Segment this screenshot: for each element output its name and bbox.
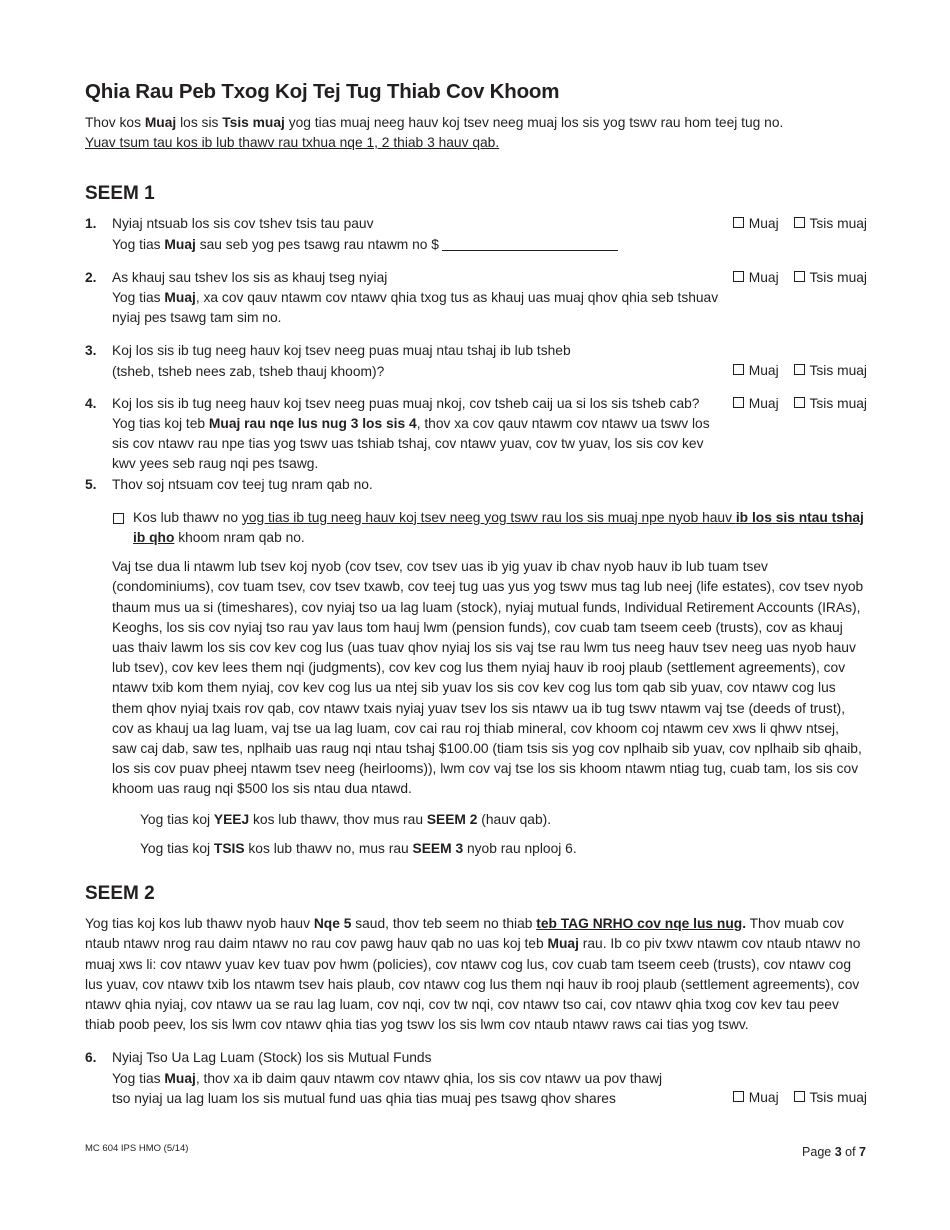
yes-no-options (733, 361, 867, 381)
question-number: 3. (85, 343, 97, 359)
intro-instructions (85, 113, 867, 133)
question-line: tso nyiaj ua lag luam los sis mutual fund uas qhia tias muaj pes tsawg qhov shares (112, 1090, 616, 1106)
checkbox[interactable] (733, 397, 744, 408)
question-line: Nyiaj Tso Ua Lag Luam (Stock) los sis Mutual Funds (112, 1050, 432, 1066)
checkbox[interactable] (733, 271, 744, 282)
option-label: Muaj (748, 1090, 779, 1106)
text: Yog tias (112, 236, 165, 252)
text-bold-underlined: ib los sis ntau tshaj ib qho (133, 509, 864, 546)
intro-text: los sis (176, 115, 223, 130)
question-5 (85, 475, 867, 495)
text-bold: Nqe 5 (313, 916, 352, 932)
question-number: 6. (85, 1050, 97, 1066)
option-label: Tsis muaj (809, 216, 867, 232)
checkbox[interactable] (794, 364, 805, 375)
question-number: 2. (85, 269, 97, 285)
intro-text-bold: Tsis muaj (222, 115, 285, 130)
asset-list-paragraph: Vaj tse dua li ntawm lub tsev koj nyob (cov tsev, cov tsev uas ib yig yuav ib chav nyob hauv ib lub tuam tsev (condominiums), cov tuam tsev, cov tsev txawb, cov teej tug uas yus yog tswv mus tag lub neej (life estates), cov tsev nyob thaum mus ua si (timeshares), cov nyiaj tso ua lag luam (stock), nyiaj mutual funds, Individual Retirement Accounts (IRAs), Keoghs, los sis cov nyiaj tso rau yav laus tom hauj lwm (pension funds), cov cuab tam tseem ceeb (trusts), cov as khauj uas thaiv lawm los sis cov kev cog lus (uas tuav qhov nyiaj los sis vaj tse rau lwm tus neeg hauv tsev neeg uas nyob hauv lub tsev), cov kev lees them nqi (judgments), cov kev cog lus them nyiaj hauv ib rooj plaub (settlement agreements), cov ntawv txib kom them nyiaj, cov kev cog lus ua ntej sib yuav los sis cov kev cog lus tom qab sib yuav, cov ntawv cog lus them qhov nyiaj txais rov qab, cov ntawv txais nyiaj yuav tsev los sis ntawv ua ib tug tswv ntawm vaj tse (deeds of trust), cov as khauj ua lag luam, vaj tse ua lag luam, cov cai rau roj thiab mineral, cov khoom coj ntawm cev xws li qhwv ntsej, saw caj dab, saw tes, nplhaib uas raug nqi ntau tshaj $100.00 (tiam tsis sis yog cov nplhaib sib yuav, cov nplhaib sib qhaib, los sis cov puav pheej ntawm tsev neeg (heirlooms)), lwm cov vaj tse los sis khoom ntawm ntiag tug, cuab tam, los sis cov khoom uas raug nqi $500 los sis ntau dua ntawd. (112, 559, 864, 797)
intro-text: Thov kos (85, 115, 145, 130)
yes-no-options (733, 1088, 867, 1108)
text-bold: Muaj (164, 236, 196, 252)
question-line: As khauj sau tshev los sis as khauj tseg nyiaj (112, 269, 388, 285)
option-label: Muaj (748, 363, 779, 379)
q6-no-option[interactable] (794, 1088, 868, 1108)
text: Yog tias koj (140, 840, 214, 856)
text: , thov xa cov qauv ntawm cov ntawv ua tswv los sis cov ntawv rau npe tias yog tswv uas tshiab tshaj, cov ntawv yuav, cov tw yuav, los sis cov kev kwv yees seb raug nqi pes tsawg. (112, 416, 710, 472)
text-bold: SEEM 2 (426, 811, 478, 827)
intro-text-bold: Muaj (144, 115, 177, 130)
text: of (841, 1145, 860, 1159)
question-line (112, 235, 724, 255)
text: rau. Ib co piv txwv ntawm cov ntaub ntawv no muaj xws li: cov ntawv yuav kev tuav pov hwm (policies), cov ntawv cog lus, cov cuab tam tseem ceeb (trusts), cov ntawv cog lus yuav, cov ntawv txib los ntawm tsev hais plaub, cov ntawv cog lus them nqi hauv ib rooj plaub (settlement agreements), cov ntawv qhia nyiaj, cov ntawv ua se rau lag luam, cov nqi, cov tw nqi, cov ntawv tso cai, cov ntawv qhia txog cov kev tau peev thiab poob peev, los sis lwm cov ntawv qhia tias yog tswv los sis lwm cov ntaub ntawv raws cai tias yog tswv. (85, 936, 861, 1033)
current-page: 3 (834, 1145, 842, 1159)
q4-no-option[interactable] (794, 394, 868, 414)
question-line (112, 1069, 724, 1089)
option-label: Tsis muaj (809, 395, 867, 411)
question-line: Thov soj ntsuam cov teej tug nram qab no. (112, 476, 373, 492)
checkbox[interactable] (794, 217, 805, 228)
text: kos lub thawv, thov mus rau (249, 811, 427, 827)
text-bold: YEEJ (213, 811, 250, 827)
checkbox[interactable] (794, 397, 805, 408)
text: Yog tias koj teb (112, 416, 209, 432)
question-number: 4. (85, 395, 97, 411)
q4-yes-option[interactable] (733, 394, 779, 414)
q3-no-option[interactable] (794, 361, 868, 381)
form-page (85, 78, 867, 1109)
page-title: Qhia Rau Peb Txog Koj Tej Tug Thiab Cov Khoom (85, 80, 560, 103)
section-2-heading: SEEM 2 (85, 883, 155, 905)
if-no-instruction (85, 839, 867, 859)
text: Yog tias (112, 290, 165, 306)
text-bold: Muaj (547, 936, 579, 952)
text: , thov xa ib daim qauv ntawm cov ntawv qhia, los sis cov ntawv ua pov thawj (195, 1070, 663, 1086)
question-6 (85, 1048, 867, 1109)
checkbox[interactable] (733, 217, 744, 228)
question-3 (85, 341, 867, 381)
section-2-instructions (85, 914, 867, 1035)
text: Yog tias (112, 1070, 165, 1086)
checkbox[interactable] (733, 364, 744, 375)
q1-yes-option[interactable] (733, 214, 779, 234)
q2-yes-option[interactable] (733, 268, 779, 288)
total-pages: 7 (859, 1145, 866, 1159)
q2-no-option[interactable] (794, 268, 868, 288)
option-label: Tsis muaj (809, 1090, 867, 1106)
checkbox[interactable] (733, 1091, 744, 1102)
form-id: MC 604 IPS HMO (5/14) (85, 1143, 189, 1154)
question-text (112, 214, 724, 254)
text-bold: Muaj (164, 1070, 196, 1086)
question-1 (85, 214, 867, 254)
text: (hauv qab). (477, 811, 552, 827)
question-line: Nyiaj ntsuab los sis cov tshev tsis tau pauv (112, 216, 374, 232)
option-label: Muaj (748, 269, 779, 285)
question-line (112, 288, 724, 328)
text-underlined: yog tias ib tug neeg hauv koj tsev neeg yog tswv rau los sis muaj npe nyob hauv (241, 509, 736, 525)
question-2 (85, 268, 867, 329)
q6-yes-option[interactable] (733, 1088, 779, 1108)
text: Yog tias koj (140, 811, 214, 827)
question-line: Koj los sis ib tug neeg hauv koj tsev neeg puas muaj nkoj, cov tsheb caij ua si los sis tsheb cab? (112, 395, 700, 411)
question-text (112, 341, 724, 381)
yes-no-options (733, 394, 867, 414)
question-line (112, 414, 724, 475)
option-label: Muaj (748, 395, 779, 411)
page-number (802, 1144, 866, 1160)
text: Thov muab cov ntaub ntawv nrog rau daim ntawv no rau cov pawg hauv qab no uas koj teb (85, 916, 844, 952)
if-yes-instruction (85, 810, 867, 830)
checkbox[interactable] (794, 271, 805, 282)
question-line: (tsheb, tsheb nees zab, tsheb thauj khoom)? (112, 363, 385, 379)
option-label: Tsis muaj (809, 363, 867, 379)
intro-text: yog tias muaj neeg hauv koj tsev neeg muaj los sis yog tswv rau hom teej tug no. (284, 115, 784, 130)
intro-required-note: Yuav tsum tau kos ib lub thawv rau txhua nqe 1, 2 thiab 3 hauv qab. (85, 135, 500, 151)
text: Yog tias koj kos lub thawv nyob hauv (85, 916, 314, 932)
text: saud, thov teb seem no thiab (351, 916, 537, 932)
question-number: 1. (85, 216, 97, 232)
question-text (112, 268, 724, 329)
checkbox[interactable] (794, 1091, 805, 1102)
question-4 (85, 394, 867, 475)
text-bold-underlined: teb TAG NRHO cov nqe lus nug (536, 916, 743, 932)
question-line: Koj los sis ib tug neeg hauv koj tsev neeg puas muaj ntau tshaj ib lub tsheb (112, 343, 571, 359)
text: , xa cov qauv ntawm cov ntawv qhia txog tus as khauj uas muaj qhov qhia seb tshuav nyiaj pes tsawg tam sim no. (112, 290, 719, 326)
amount-input-line[interactable] (442, 237, 618, 251)
text-bold: SEEM 3 (412, 840, 464, 856)
text-bold: Muaj rau nqe lus nug 3 los sis 4 (208, 416, 417, 432)
text: kos lub thawv no, mus rau (244, 840, 413, 856)
option-label: Muaj (748, 216, 779, 232)
text: Kos lub thawv no (133, 509, 242, 525)
q5-asset-checkbox-row (85, 508, 867, 548)
option-label: Tsis muaj (809, 269, 867, 285)
text: khoom nram qab no. (174, 530, 305, 546)
question-number: 5. (85, 476, 97, 492)
yes-no-options (733, 268, 867, 288)
q1-no-option[interactable] (794, 214, 868, 234)
text: Page (802, 1145, 835, 1159)
q5-asset-checkbox[interactable] (113, 513, 124, 524)
section-1-heading: SEEM 1 (85, 183, 155, 205)
text: sau seb yog pes tsawg rau ntawm no $ (195, 236, 439, 252)
text: nyob rau nplooj 6. (463, 840, 577, 856)
checkbox-label (133, 508, 867, 548)
text-bold: Muaj (164, 290, 196, 306)
question-text (112, 394, 724, 475)
question-text (112, 475, 724, 495)
q3-yes-option[interactable] (733, 361, 779, 381)
yes-no-options (733, 214, 867, 234)
question-text (112, 1048, 724, 1109)
text-bold: TSIS (213, 840, 245, 856)
text-bold: . (742, 916, 747, 932)
